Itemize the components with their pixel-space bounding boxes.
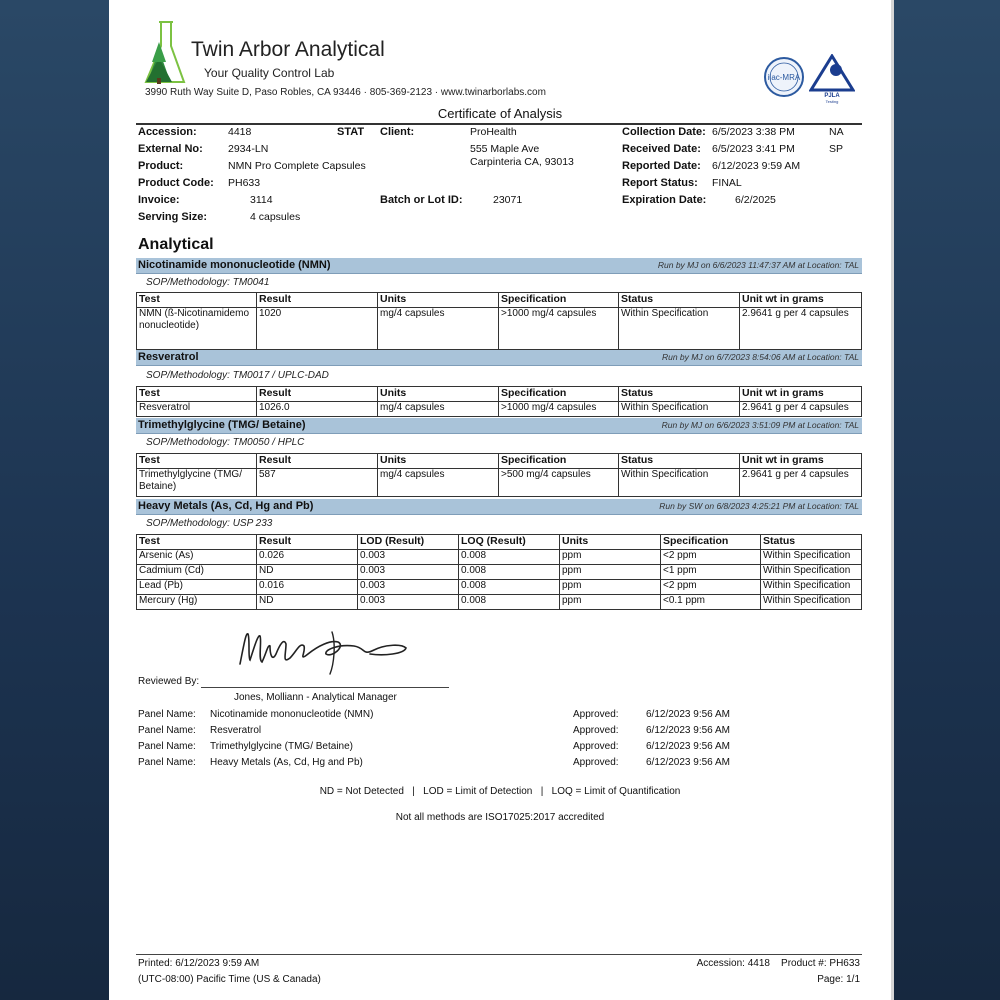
- approval-date: 6/12/2023 9:56 AM: [646, 709, 730, 720]
- accession-value: 4418: [228, 126, 252, 138]
- col-result: Result: [257, 535, 358, 550]
- resveratrol-results-table: [136, 386, 862, 417]
- cell-status: Within Specification: [761, 565, 862, 580]
- panel-name-label: Panel Name:: [138, 757, 196, 768]
- external-value: 2934-LN: [228, 143, 269, 155]
- stat-flag: STAT: [337, 126, 365, 138]
- cell-status: Within Specification: [619, 308, 740, 350]
- invoice-value: 3114: [250, 194, 273, 206]
- cell-units: mg/4 capsules: [378, 308, 499, 350]
- cell-units: mg/4 capsules: [378, 402, 499, 417]
- table-row: [137, 595, 862, 610]
- panel-run-info: Run by MJ on 6/7/2023 8:54:06 AM at Location: TAL: [661, 352, 859, 362]
- cell-test: Arsenic (As): [137, 550, 257, 565]
- doc-title: Certificate of Analysis: [437, 106, 563, 121]
- cell-result: 0.026: [257, 550, 358, 565]
- product-label: Product:: [138, 160, 184, 172]
- reviewer-name: Jones, Molliann - Analytical Manager: [234, 692, 397, 703]
- page-number: Page: 1/1: [817, 974, 860, 985]
- cell-test: Trimethylglycine (TMG/ Betaine): [137, 469, 257, 497]
- approved-label: Approved:: [573, 725, 619, 736]
- panel-name-label: Panel Name:: [138, 741, 196, 752]
- accreditation-note: Not all methods are ISO17025:2017 accredited: [395, 812, 605, 823]
- cell-test: NMN (ß-Nicotinamidemononucleotide): [137, 308, 257, 350]
- col-unit-weight: Unit wt in grams: [740, 293, 862, 308]
- product-code-label: Product Code:: [138, 177, 214, 189]
- cell-specification: <0.1 ppm: [661, 595, 761, 610]
- col-lod: LOD (Result): [358, 535, 459, 550]
- table-header-row: [137, 387, 862, 402]
- panel-title: Heavy Metals (As, Cd, Hg and Pb): [138, 500, 314, 512]
- approval-date: 6/12/2023 9:56 AM: [646, 725, 730, 736]
- cell-loq: 0.008: [459, 580, 560, 595]
- received-value: 6/5/2023 3:41 PM: [712, 143, 795, 155]
- accession-label: Accession:: [138, 126, 197, 138]
- cell-result: 587: [257, 469, 378, 497]
- panel-run-info: Run by SW on 6/8/2023 4:25:21 PM at Location: TAL: [659, 501, 859, 511]
- cell-unit-weight: 2.9641 g per 4 capsules: [740, 402, 862, 417]
- table-header-row: [137, 293, 862, 308]
- panel-header-tmg: [136, 418, 862, 434]
- cell-units: ppm: [560, 550, 661, 565]
- col-specification: Specification: [661, 535, 761, 550]
- col-result: Result: [257, 387, 378, 402]
- table-row: [137, 469, 862, 497]
- panel-sop: SOP/Methodology: TM0017 / UPLC-DAD: [146, 370, 329, 381]
- client-address-1: 555 Maple Ave: [470, 143, 540, 155]
- col-result: Result: [257, 293, 378, 308]
- panel-header-nmn: [136, 258, 862, 274]
- col-specification: Specification: [499, 387, 619, 402]
- flask-tree-logo-icon: [141, 20, 189, 86]
- col-test: Test: [137, 454, 257, 469]
- cell-status: Within Specification: [761, 595, 862, 610]
- col-loq: LOQ (Result): [459, 535, 560, 550]
- cell-test: Lead (Pb): [137, 580, 257, 595]
- col-units: Units: [560, 535, 661, 550]
- lab-tagline: Your Quality Control Lab: [204, 66, 335, 80]
- heavy-metals-table: [136, 534, 862, 610]
- cell-lod: 0.003: [358, 580, 459, 595]
- cell-units: ppm: [560, 565, 661, 580]
- panel-run-info: Run by MJ on 6/6/2023 3:51:09 PM at Location: TAL: [661, 420, 859, 430]
- panel-title: Resveratrol: [138, 351, 199, 363]
- client-name: ProHealth: [470, 126, 517, 138]
- table-row: [137, 402, 862, 417]
- col-status: Status: [761, 535, 862, 550]
- cell-units: ppm: [560, 580, 661, 595]
- cell-result: 0.016: [257, 580, 358, 595]
- cell-lod: 0.003: [358, 565, 459, 580]
- approved-label: Approved:: [573, 757, 619, 768]
- cell-result: ND: [257, 565, 358, 580]
- approval-panel: Nicotinamide mononucleotide (NMN): [210, 709, 374, 720]
- cell-specification: >1000 mg/4 capsules: [499, 402, 619, 417]
- cell-lod: 0.003: [358, 550, 459, 565]
- reported-label: Reported Date:: [622, 160, 701, 172]
- received-label: Received Date:: [622, 143, 701, 155]
- cell-specification: <1 ppm: [661, 565, 761, 580]
- cell-units: mg/4 capsules: [378, 469, 499, 497]
- panel-run-info: Run by MJ on 6/6/2023 11:47:37 AM at Location: TAL: [657, 260, 859, 270]
- pjla-sub-text: Testing: [825, 99, 839, 104]
- tmg-results-table: [136, 453, 862, 497]
- approval-panel: Resveratrol: [210, 725, 262, 736]
- approval-panel: Trimethylglycine (TMG/ Betaine): [210, 741, 353, 752]
- lab-address: 3990 Ruth Way Suite D, Paso Robles, CA 93446 · 805-369-2123 · www.twinarborlabs.com: [145, 87, 546, 98]
- cell-specification: <2 ppm: [661, 550, 761, 565]
- ilac-mra-text: ilac-MRA: [767, 73, 801, 82]
- cell-loq: 0.008: [459, 550, 560, 565]
- col-unit-weight: Unit wt in grams: [740, 454, 862, 469]
- panel-title: Nicotinamide mononucleotide (NMN): [138, 259, 331, 271]
- approval-date: 6/12/2023 9:56 AM: [646, 741, 730, 752]
- panel-header-heavy-metals: [136, 499, 862, 515]
- pjla-logo-icon: [809, 54, 855, 104]
- expiration-label: Expiration Date:: [622, 194, 707, 206]
- cell-result: ND: [257, 595, 358, 610]
- footer-rule: [136, 954, 862, 955]
- serving-value: 4 capsules: [250, 211, 301, 223]
- cell-specification: >500 mg/4 capsules: [499, 469, 619, 497]
- signature-line: [201, 687, 449, 688]
- panel-header-resveratrol: [136, 350, 862, 366]
- cell-loq: 0.008: [459, 595, 560, 610]
- table-row: [137, 580, 862, 595]
- col-units: Units: [378, 387, 499, 402]
- client-address-2: Carpinteria CA, 93013: [470, 156, 574, 168]
- table-row: [137, 565, 862, 580]
- ilac-mra-logo-icon: [763, 56, 805, 98]
- batch-value: 23071: [493, 194, 523, 206]
- cell-specification: <2 ppm: [661, 580, 761, 595]
- table-row: [137, 550, 862, 565]
- cell-status: Within Specification: [761, 580, 862, 595]
- product-code-value: PH633: [228, 177, 261, 189]
- collection-label: Collection Date:: [622, 126, 706, 138]
- reviewed-by-label: Reviewed By:: [138, 676, 200, 687]
- panel-title: Trimethylglycine (TMG/ Betaine): [138, 419, 306, 431]
- cell-specification: >1000 mg/4 capsules: [499, 308, 619, 350]
- collection-flag: NA: [829, 126, 844, 138]
- col-test: Test: [137, 293, 257, 308]
- table-header-row: [137, 535, 862, 550]
- cell-unit-weight: 2.9641 g per 4 capsules: [740, 308, 862, 350]
- col-specification: Specification: [499, 293, 619, 308]
- cell-result: 1026.0: [257, 402, 378, 417]
- cell-units: ppm: [560, 595, 661, 610]
- client-label: Client:: [380, 126, 415, 138]
- cell-result: 1020: [257, 308, 378, 350]
- lab-name: Twin Arbor Analytical: [191, 38, 385, 61]
- printed-date: Printed: 6/12/2023 9:59 AM: [138, 958, 260, 969]
- title-rule: [136, 123, 862, 125]
- cell-test: Resveratrol: [137, 402, 257, 417]
- abbreviation-legend: ND = Not Detected | LOD = Limit of Detection | LOQ = Limit of Quantification: [319, 786, 681, 797]
- serving-label: Serving Size:: [138, 211, 208, 223]
- col-result: Result: [257, 454, 378, 469]
- approved-label: Approved:: [573, 709, 619, 720]
- col-status: Status: [619, 454, 740, 469]
- approval-panel: Heavy Metals (As, Cd, Hg and Pb): [210, 757, 363, 768]
- expiration-value: 6/2/2025: [735, 194, 776, 206]
- col-units: Units: [378, 454, 499, 469]
- cell-status: Within Specification: [619, 469, 740, 497]
- col-unit-weight: Unit wt in grams: [740, 387, 862, 402]
- nmn-results-table: [136, 292, 862, 350]
- certificate-page: [109, 0, 894, 1000]
- col-status: Status: [619, 387, 740, 402]
- external-label: External No:: [138, 143, 203, 155]
- invoice-label: Invoice:: [138, 194, 180, 206]
- pjla-text: PJLA: [824, 93, 840, 99]
- col-specification: Specification: [499, 454, 619, 469]
- analytical-heading: Analytical: [138, 236, 214, 253]
- panel-name-label: Panel Name:: [138, 709, 196, 720]
- report-status-value: FINAL: [712, 177, 742, 189]
- cell-test: Cadmium (Cd): [137, 565, 257, 580]
- table-row: [137, 308, 862, 350]
- footer-accession-product: Accession: 4418 Product #: PH633: [696, 958, 860, 969]
- cell-status: Within Specification: [761, 550, 862, 565]
- batch-label: Batch or Lot ID:: [380, 194, 463, 206]
- cell-unit-weight: 2.9641 g per 4 capsules: [740, 469, 862, 497]
- reported-value: 6/12/2023 9:59 AM: [712, 160, 801, 172]
- panel-name-label: Panel Name:: [138, 725, 196, 736]
- timezone: (UTC-08:00) Pacific Time (US & Canada): [138, 974, 321, 985]
- cell-lod: 0.003: [358, 595, 459, 610]
- col-test: Test: [137, 387, 257, 402]
- cell-test: Mercury (Hg): [137, 595, 257, 610]
- approved-label: Approved:: [573, 741, 619, 752]
- col-units: Units: [378, 293, 499, 308]
- report-status-label: Report Status:: [622, 177, 698, 189]
- collection-value: 6/5/2023 3:38 PM: [712, 126, 795, 138]
- cell-loq: 0.008: [459, 565, 560, 580]
- col-status: Status: [619, 293, 740, 308]
- panel-sop: SOP/Methodology: TM0041: [146, 277, 270, 288]
- table-header-row: [137, 454, 862, 469]
- product-value: NMN Pro Complete Capsules: [228, 160, 366, 172]
- signature-image: [234, 624, 414, 678]
- col-test: Test: [137, 535, 257, 550]
- cell-status: Within Specification: [619, 402, 740, 417]
- panel-sop: SOP/Methodology: USP 233: [146, 518, 273, 529]
- approval-date: 6/12/2023 9:56 AM: [646, 757, 730, 768]
- panel-sop: SOP/Methodology: TM0050 / HPLC: [146, 437, 305, 448]
- received-flag: SP: [829, 143, 844, 155]
